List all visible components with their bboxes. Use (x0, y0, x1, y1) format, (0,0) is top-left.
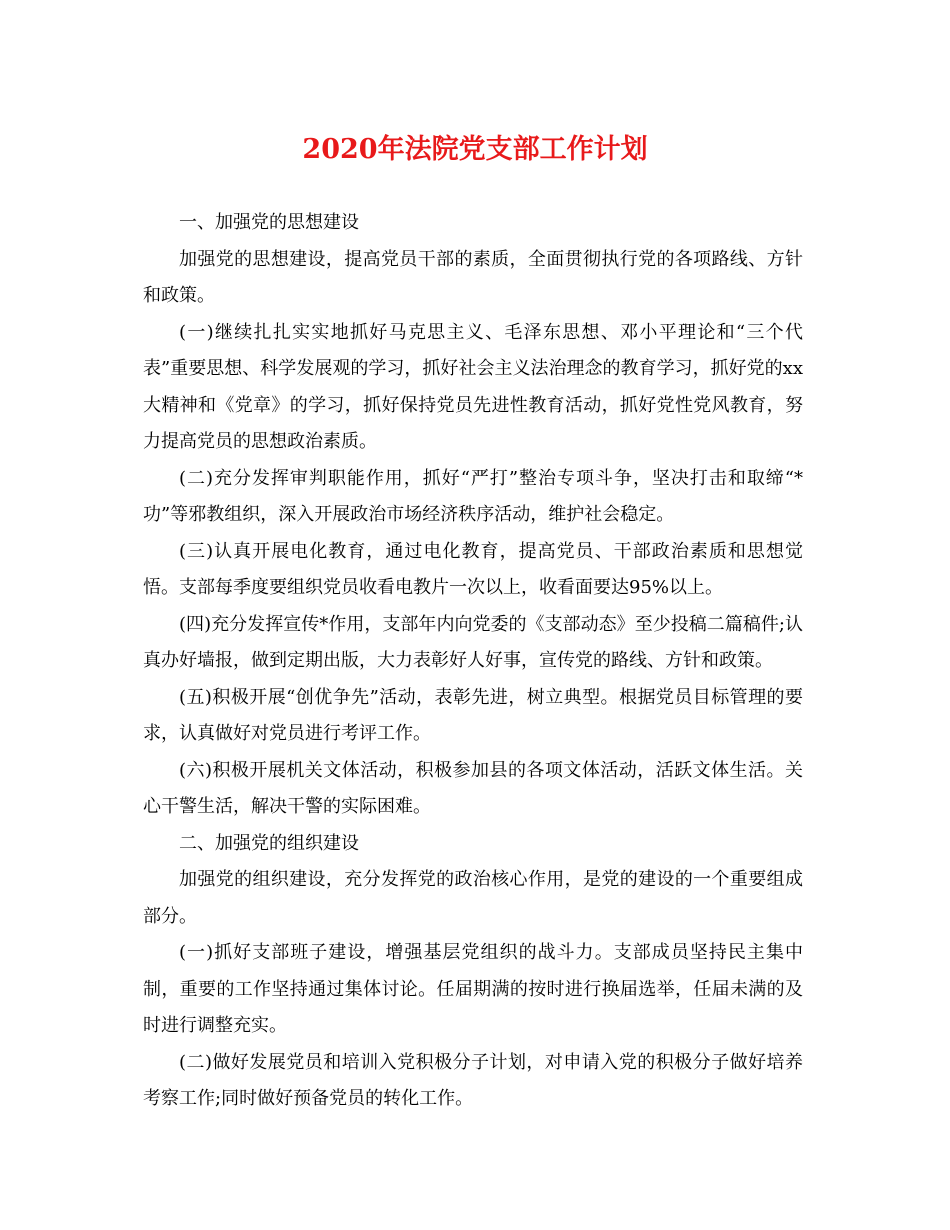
paragraph: 加强党的思想建设，提高党员干部的素质，全面贯彻执行党的各项路线、方针和政策。 (143, 248, 803, 306)
paragraph: (二)做好发展党员和培训入党积极分子计划，对申请入党的积极分子做好培养考察工作;同时做好预备党员的转化工作。 (143, 1051, 803, 1109)
document-title: 2020年法院党支部工作计划 (302, 134, 648, 165)
paragraph: (二)充分发挥审判职能作用，抓好“严打”整治专项斗争，坚决打击和取缔“*功”等邪教组织，深入开展政治市场经济秩序活动，维护社会稳定。 (143, 467, 803, 525)
section-heading-2: 二、加强党的组织建设 (179, 832, 359, 854)
paragraph: (六)积极开展机关文体活动，积极参加县的各项文体活动，活跃文体生活。关心干警生活，解决干警的实际困难。 (143, 759, 803, 817)
paragraph: (五)积极开展“创优争先”活动，表彰先进，树立典型。根据党员目标管理的要求，认真做好对党员进行考评工作。 (143, 686, 803, 744)
paragraph: (一)抓好支部班子建设，增强基层党组织的战斗力。支部成员坚持民主集中制，重要的工作坚持通过集体讨论。任届期满的按时进行换届选举，任届未满的及时进行调整充实。 (143, 942, 803, 1036)
document-body (143, 205, 803, 1118)
paragraph: 加强党的组织建设，充分发挥党的政治核心作用，是党的建设的一个重要组成部分。 (143, 869, 803, 927)
paragraph: (四)充分发挥宣传*作用，支部年内向党委的《支部动态》至少投稿二篇稿件;认真办好墙报，做到定期出版，大力表彰好人好事，宣传党的路线、方针和政策。 (143, 613, 803, 671)
paragraph: (三)认真开展电化教育，通过电化教育，提高党员、干部政治素质和思想觉悟。支部每季度要组织党员收看电教片一次以上，收看面要达95%以上。 (143, 540, 803, 598)
paragraph: (一)继续扎扎实实地抓好马克思主义、毛泽东思想、邓小平理论和“三个代表”重要思想、科学发展观的学习，抓好社会主义法治理念的教育学习，抓好党的xx大精神和《党章》的学习，抓好保持党员先进性教育活动，抓好党性党风教育，努力提高党员的思想政治素质。 (143, 321, 803, 452)
section-heading-1: 一、加强党的思想建设 (179, 212, 359, 233)
